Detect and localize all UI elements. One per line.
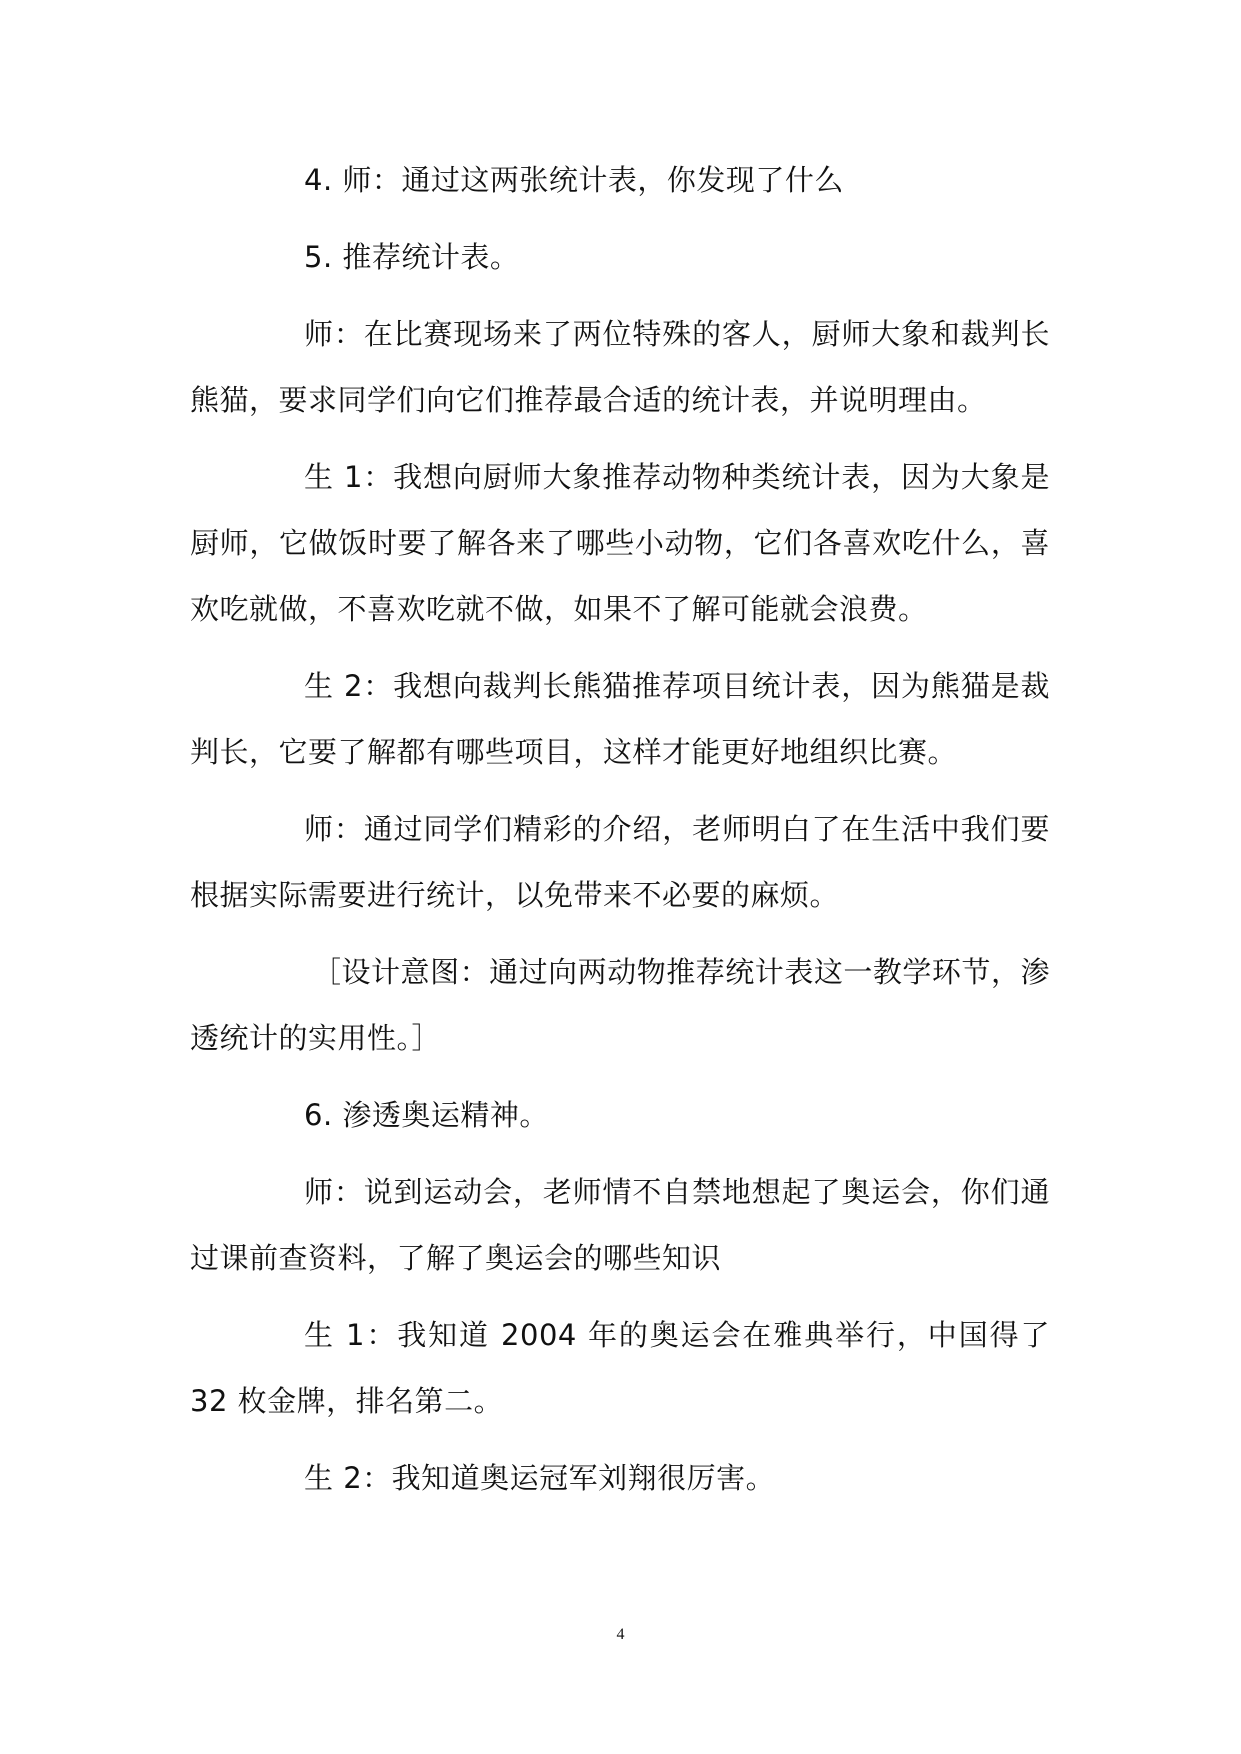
paragraph-teacher-olympics: 师：说到运动会，老师情不自禁地想起了奥运会，你们通过课前查资料，了解了奥运会的哪些知识 <box>190 1175 1050 1275</box>
paragraph-teacher-summary: 师：通过同学们精彩的介绍，老师明白了在生活中我们要根据实际需要进行统计，以免带来不必要的麻烦。 <box>190 812 1050 912</box>
paragraph-student-1-elephant: 生 1：我想向厨师大象推荐动物种类统计表，因为大象是厨师，它做饭时要了解各来了哪些小动物，它们各喜欢吃什么，喜欢吃就做，不喜欢吃就不做，如果不了解可能就会浪费。 <box>190 460 1050 626</box>
paragraph-student-2-panda: 生 2：我想向裁判长熊猫推荐项目统计表，因为熊猫是裁判长，它要了解都有哪些项目，这样才能更好地组织比赛。 <box>190 669 1050 769</box>
paragraph-student-1-athens: 生 1：我知道 2004 年的奥运会在雅典举行，中国得了 32 枚金牌，排名第二。 <box>190 1318 1050 1418</box>
page-body <box>190 147 1050 1522</box>
paragraph-teacher-guests: 师：在比赛现场来了两位特殊的客人，厨师大象和裁判长熊猫，要求同学们向它们推荐最合适的统计表，并说明理由。 <box>190 317 1050 417</box>
page-number: 4 <box>616 1626 625 1643</box>
paragraph-4-question: 4. 师：通过这两张统计表，你发现了什么 <box>304 163 844 197</box>
paragraph-6-heading: 6. 渗透奥运精神。 <box>304 1098 549 1132</box>
paragraph-5-heading: 5. 推荐统计表。 <box>304 240 520 274</box>
paragraph-student-2-liuxiang: 生 2：我知道奥运冠军刘翔很厉害。 <box>304 1461 776 1495</box>
paragraph-design-intent: ［设计意图：通过向两动物推荐统计表这一教学环节，渗透统计的实用性。］ <box>190 955 1050 1055</box>
